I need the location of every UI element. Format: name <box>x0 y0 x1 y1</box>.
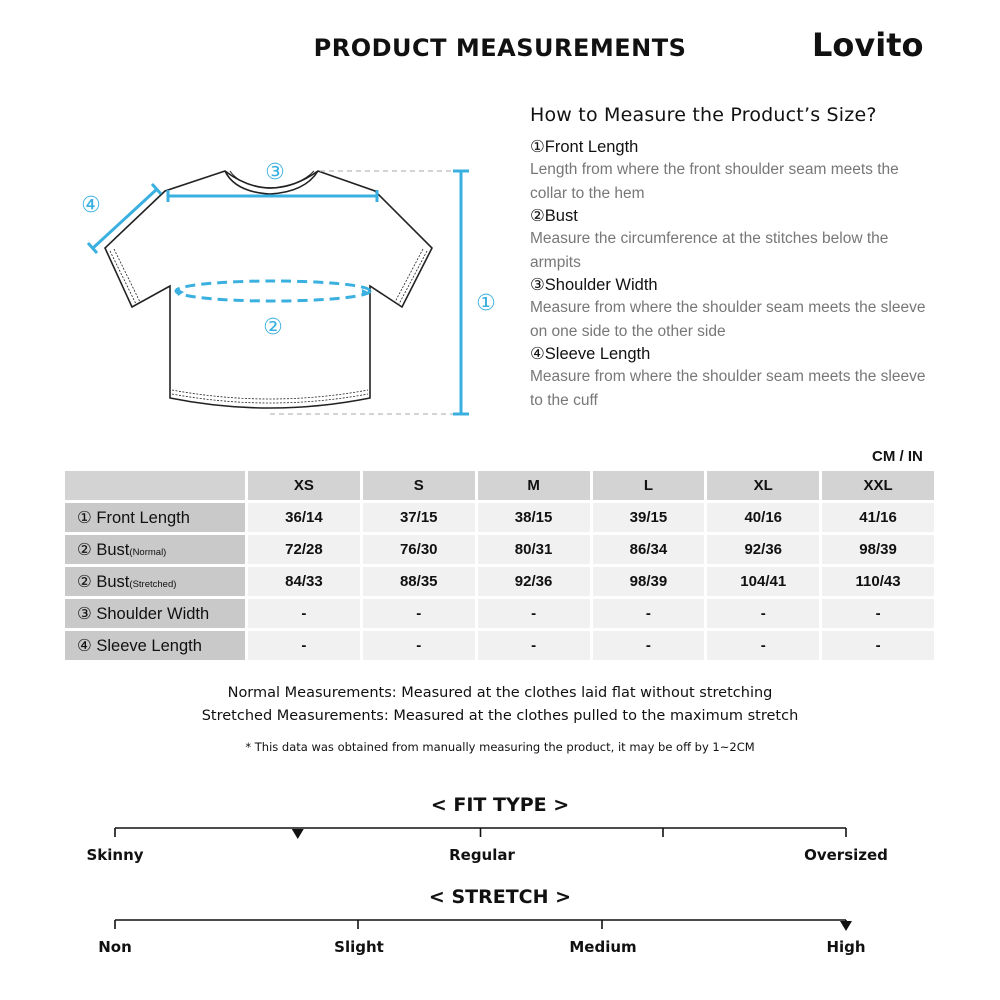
size-header: L <box>593 471 705 500</box>
page-title: PRODUCT MEASUREMENTS <box>313 34 687 62</box>
size-header: S <box>363 471 475 500</box>
stretch-label-medium: Medium <box>569 938 637 956</box>
howto-item-title: ①Front Length <box>530 138 639 156</box>
how-to-heading: How to Measure the Product’s Size? <box>530 104 877 126</box>
row-label-text: ② Bust <box>77 540 130 559</box>
tshirt-outline <box>105 171 432 408</box>
table-cell: - <box>822 631 934 660</box>
howto-item-title: ②Bust <box>530 207 578 225</box>
fit-label-oversized: Oversized <box>804 846 888 864</box>
marker-front-length: ① <box>476 291 496 316</box>
table-cell: 110/43 <box>822 567 934 596</box>
tshirt-diagram <box>70 150 510 430</box>
marker-shoulder-width: ③ <box>265 160 285 185</box>
stretched-note: Stretched Measurements: Measured at the clothes pulled to the maximum stretch <box>201 708 799 724</box>
table-cell: - <box>593 599 705 628</box>
table-cell: 92/36 <box>478 567 590 596</box>
table-cell: - <box>478 631 590 660</box>
table-cell: 98/39 <box>593 567 705 596</box>
disclaimer-note: * This data was obtained from manually measuring the product, it may be off by 1~2CM <box>245 740 755 754</box>
size-table <box>65 471 934 660</box>
table-cell: 40/16 <box>707 503 819 532</box>
table-cell: 36/14 <box>248 503 360 532</box>
table-cell: - <box>478 599 590 628</box>
row-label <box>65 631 245 660</box>
table-cell: - <box>707 631 819 660</box>
table-cell: - <box>822 599 934 628</box>
size-header: XXL <box>822 471 934 500</box>
table-cell: 88/35 <box>363 567 475 596</box>
stretch-indicator <box>840 921 852 931</box>
table-cell: 39/15 <box>593 503 705 532</box>
fit-label-skinny: Skinny <box>86 846 144 864</box>
table-cell: 38/15 <box>478 503 590 532</box>
stretch-title: < STRETCH > <box>428 886 572 908</box>
table-cell: 84/33 <box>248 567 360 596</box>
table-cell: - <box>707 599 819 628</box>
unit-label: CM / IN <box>872 448 923 465</box>
table-cell: 41/16 <box>822 503 934 532</box>
size-header: XL <box>707 471 819 500</box>
table-cell: - <box>363 631 475 660</box>
row-label-sub: (Stretched) <box>129 578 177 590</box>
row-label <box>65 567 245 596</box>
row-label-text: ④ Sleeve Length <box>77 636 202 655</box>
marker-bust: ② <box>263 315 283 340</box>
row-label-text: ③ Shoulder Width <box>77 604 210 623</box>
howto-item <box>530 136 930 205</box>
row-label <box>65 535 245 564</box>
row-label-text: ① Front Length <box>77 508 190 527</box>
table-cell: - <box>248 631 360 660</box>
how-to-measure-section <box>530 104 930 412</box>
howto-item-desc: Length from where the front shoulder seam meets the collar to the hem <box>530 161 899 202</box>
table-cell: 72/28 <box>248 535 360 564</box>
howto-item-title: ③Shoulder Width <box>530 276 658 294</box>
table-cell: 37/15 <box>363 503 475 532</box>
table-cell: - <box>248 599 360 628</box>
sleeve-length-line <box>93 189 157 248</box>
table-cell: 92/36 <box>707 535 819 564</box>
howto-item-desc: Measure from where the shoulder seam meets the sleeve on one side to the other side <box>530 299 926 340</box>
measurement-notes <box>0 682 1000 728</box>
howto-item-desc: Measure the circumference at the stitches below the armpits <box>530 230 889 271</box>
howto-item <box>530 274 930 343</box>
stretch-label-slight: Slight <box>334 938 384 956</box>
row-label <box>65 503 245 532</box>
howto-item-title: ④Sleeve Length <box>530 345 651 363</box>
size-header: XS <box>248 471 360 500</box>
table-cell: 104/41 <box>707 567 819 596</box>
fit-label-regular: Regular <box>449 846 515 864</box>
table-cell: - <box>593 631 705 660</box>
fit-type-title: < FIT TYPE > <box>430 794 570 816</box>
marker-sleeve-length: ④ <box>81 193 101 218</box>
howto-item-desc: Measure from where the shoulder seam meets the sleeve to the cuff <box>530 368 926 409</box>
normal-note: Normal Measurements: Measured at the clothes laid flat without stretching <box>227 685 773 701</box>
table-cell: 86/34 <box>593 535 705 564</box>
table-cell: 76/30 <box>363 535 475 564</box>
table-cell: 98/39 <box>822 535 934 564</box>
howto-item <box>530 205 930 274</box>
howto-item <box>530 343 930 412</box>
row-label-text: ② Bust <box>77 572 130 591</box>
row-label <box>65 599 245 628</box>
row-label-sub: (Normal) <box>129 546 167 558</box>
size-header: M <box>478 471 590 500</box>
fit-type-indicator <box>292 829 304 839</box>
table-cell: 80/31 <box>478 535 590 564</box>
table-corner <box>65 471 245 500</box>
stretch-label-high: High <box>826 938 866 956</box>
stretch-label-non: Non <box>98 938 132 956</box>
brand-logo: Lovito <box>812 26 924 64</box>
table-cell: - <box>363 599 475 628</box>
bust-ellipse <box>176 281 370 301</box>
